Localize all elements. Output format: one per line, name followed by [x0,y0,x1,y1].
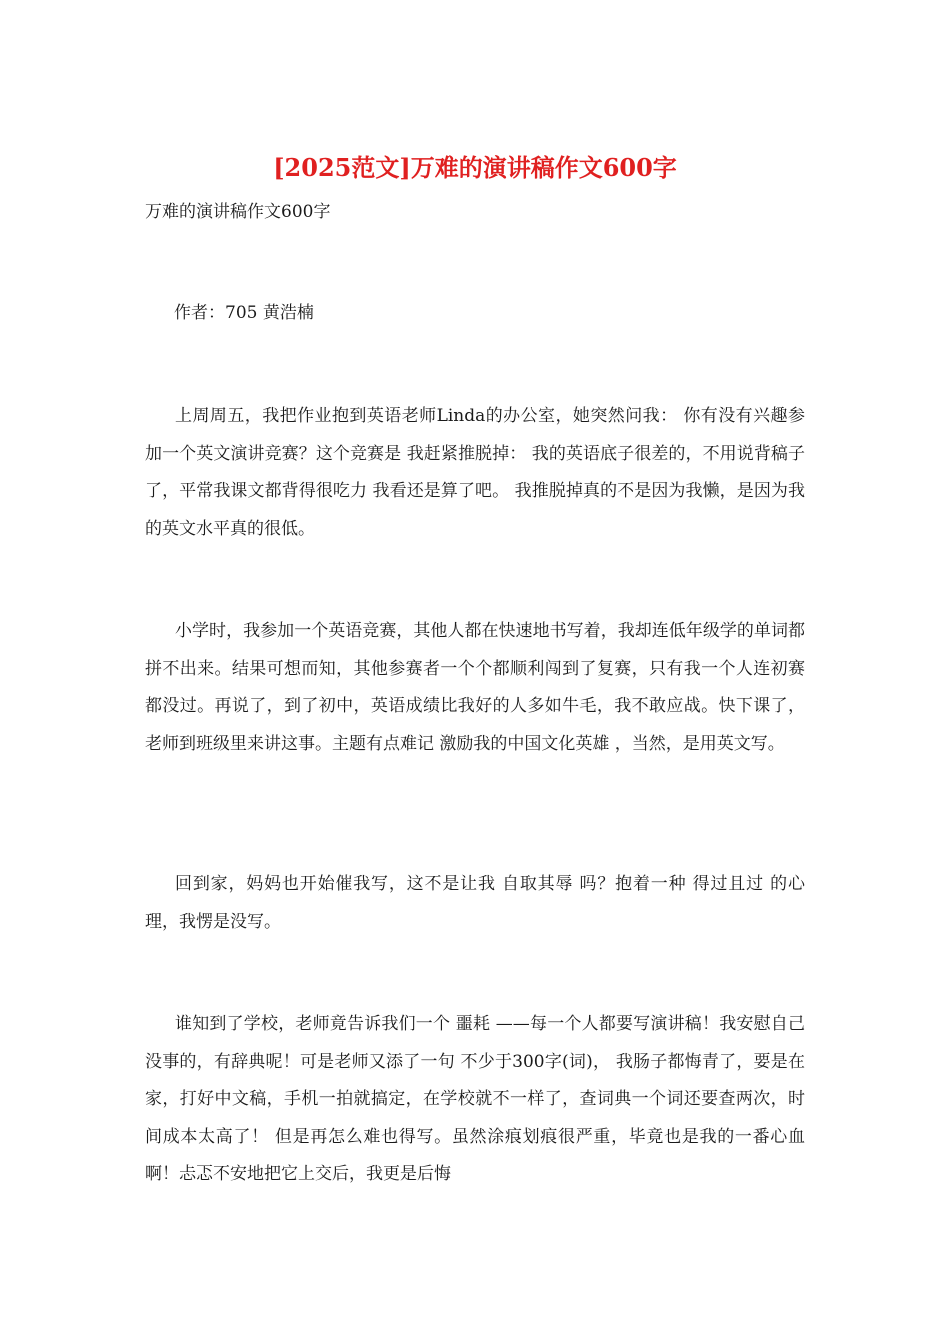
document-subtitle: 万难的演讲稿作文600字 [145,202,331,222]
paragraph-3: 回到家，妈妈也开始催我写，这不是让我 自取其辱 吗？抱着一种 得过且过 的心理，我愣是没写。 [145,874,805,932]
paragraph-1: 上周周五，我把作业抱到英语老师Linda的办公室，她突然问我： 你有没有兴趣参加一个英文演讲竞赛？这个竞赛是 我赶紧推脱掉： 我的英语底子很差的，不用说背稿子了，平常我课文都背得很吃力 我看还是算了吧。 我推脱掉真的不是因为我懒，是因为我的英文水平真的很低。 [145,406,805,539]
paragraph-4: 谁知到了学校，老师竟告诉我们一个 噩耗 ——每一个人都要写演讲稿！我安慰自己没事的，有辞典呢！可是老师又添了一句 不少于300字(词)， 我肠子都悔青了，要是在家，打好中文稿，手机一拍就搞定，在学校就不一样了，查词典一个词还要查两次，时间成本太高了！ 但是再怎么难也得写。虽然涂痕划痕很严重，毕竟也是我的一番心血啊！忐忑不安地把它上交后，我更是后悔 [145,1014,805,1184]
author-line: 作者：705 黄浩楠 [174,303,314,323]
paragraph-2: 小学时，我参加一个英语竞赛，其他人都在快速地书写着，我却连低年级学的单词都拼不出来。结果可想而知，其他参赛者一个个都顺利闯到了复赛，只有我一个人连初赛都没过。再说了，到了初中，英语成绩比我好的人多如牛毛，我不敢应战。快下课了，老师到班级里来讲这事。主题有点难记 激励我的中国文化英雄 ，当然，是用英文写。 [145,621,805,754]
page-title: [2025范文]万难的演讲稿作文600字 [273,153,677,182]
